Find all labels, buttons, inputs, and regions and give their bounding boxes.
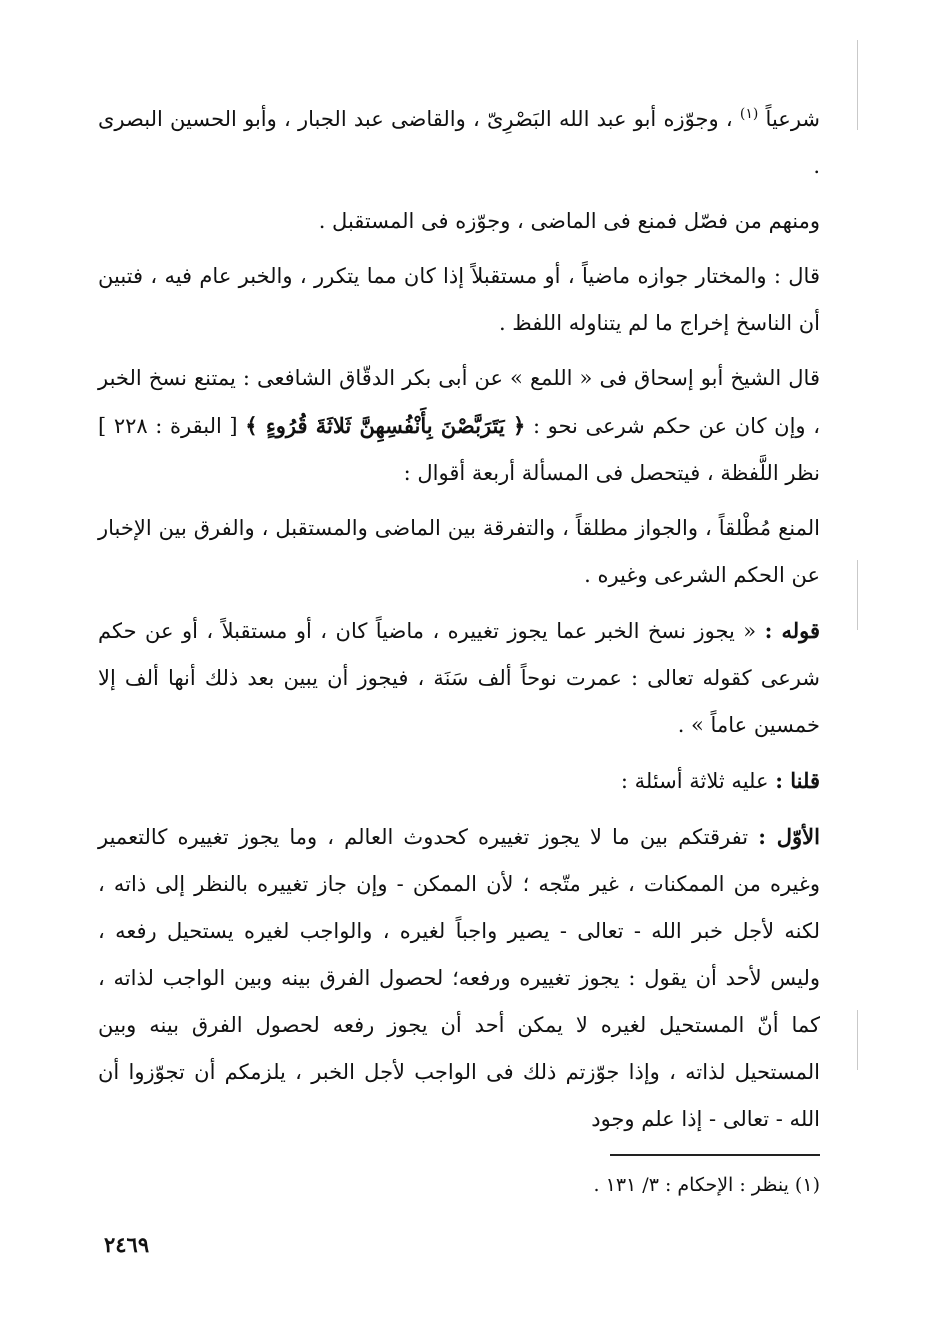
paragraph-text: ومنهم من فصّل فمنع فى الماضى ، وجوّزه فى المستقبل . — [318, 209, 820, 233]
paragraph-5 — [98, 505, 820, 599]
paragraph-text: قال : والمختار جوازه ماضياً ، أو مستقبلاً إذا كان مما يتكرر ، والخبر عام فيه ، فتبين أن الناسخ إخراج ما لم يتناوله اللفظ . — [98, 264, 820, 335]
paragraph-2 — [98, 198, 820, 245]
page-edge-mark — [857, 560, 858, 630]
paragraph-text: المنع مُطْلقاً ، والجواز مطلقاً ، والتفرقة بين الماضى والمستقبل ، والفرق بين الإخبار عن الحكم الشرعى وغيره . — [98, 516, 820, 587]
page-edge-mark — [857, 40, 858, 130]
paragraph-text: عليه ثلاثة أسئلة : — [620, 769, 769, 793]
footnote-separator — [610, 1154, 820, 1156]
paragraph-text: [ البقرة : ٢٢٨ ] نظر اللَّفظة ، فيتحصل فى المسألة أربعة أقوال : — [98, 414, 820, 485]
footnote: (١) ينظر : الإحكام : ٣/ ١٣١ . — [593, 1174, 820, 1196]
paragraph-6 — [98, 607, 820, 749]
quran-verse: ﴿ يَتَرَبَّصْنَ بِأَنْفُسِهِنَّ ثَلاثَةَ قُرُوءٍ ﴾ — [245, 413, 526, 438]
paragraph-text: تفرقتكم بين ما لا يجوز تغييره كحدوث العالم ، وما يجوز تغييره كالتعمير وغيره من الممكنات ، غير متّجه ؛ لأن الممكن - وإن جاز تغييره بالنظر إلى ذاته ، لكنه لأجل خبر الله - تعالى - يصير واجباً لغيره ، والواجب لغيره يستحيل رفعه ، وليس لأحد أن يقول : يجوز تغييره ورفعه؛ لحصول الفرق بينه وبين الواجب لذاته ، كما أنّ المستحيل لغيره لا يمكن أحد أن يجوز رفعه لحصول الفرق بينه وبين المستحيل لذاته ، وإذا جوّزتم ذلك فى الواجب لأجل الخبر ، يلزمكم أن تجوّزوا أن الله - تعالى - إذا علم وجود — [98, 825, 820, 1131]
footnote-reference: (١) — [739, 106, 759, 122]
paragraph-7 — [98, 757, 820, 805]
paragraph-4 — [98, 355, 820, 497]
paragraph-lead: الأوّل : — [758, 824, 820, 849]
paragraph-3 — [98, 253, 820, 347]
page-edge-mark — [857, 1010, 858, 1070]
paragraph-lead: قوله : — [764, 618, 820, 643]
paragraph-text: شرعياً — [765, 107, 820, 131]
paragraph-lead: قلنا : — [775, 768, 820, 793]
main-text — [98, 96, 820, 1151]
paragraph-8 — [98, 813, 820, 1143]
paragraph-1 — [98, 96, 820, 190]
paragraph-text: « يجوز نسخ الخبر عما يجوز تغييره ، ماضياً كان ، أو مستقبلاً ، أو عن حكم شرعى كقوله تعالى : عمرت نوحاً ألف سَنَة ، فيجوز أن يبين بعد ذلك أنها ألف إلا خمسين عاماً » . — [98, 619, 820, 737]
paragraph-text: ، وجوّزه أبو عبد الله البَصْرِىّ ، والقاضى عبد الجبار ، وأبو الحسين البصرى . — [98, 107, 820, 178]
page-number: ٢٤٦٩ — [104, 1232, 150, 1257]
paragraph-text: قال الشيخ أبو إسحاق فى « اللمع » عن أبى بكر الدقّاق الشافعى : يمتنع نسخ الخبر ، وإن كان عن حكم شرعى نحو : — [98, 366, 820, 438]
